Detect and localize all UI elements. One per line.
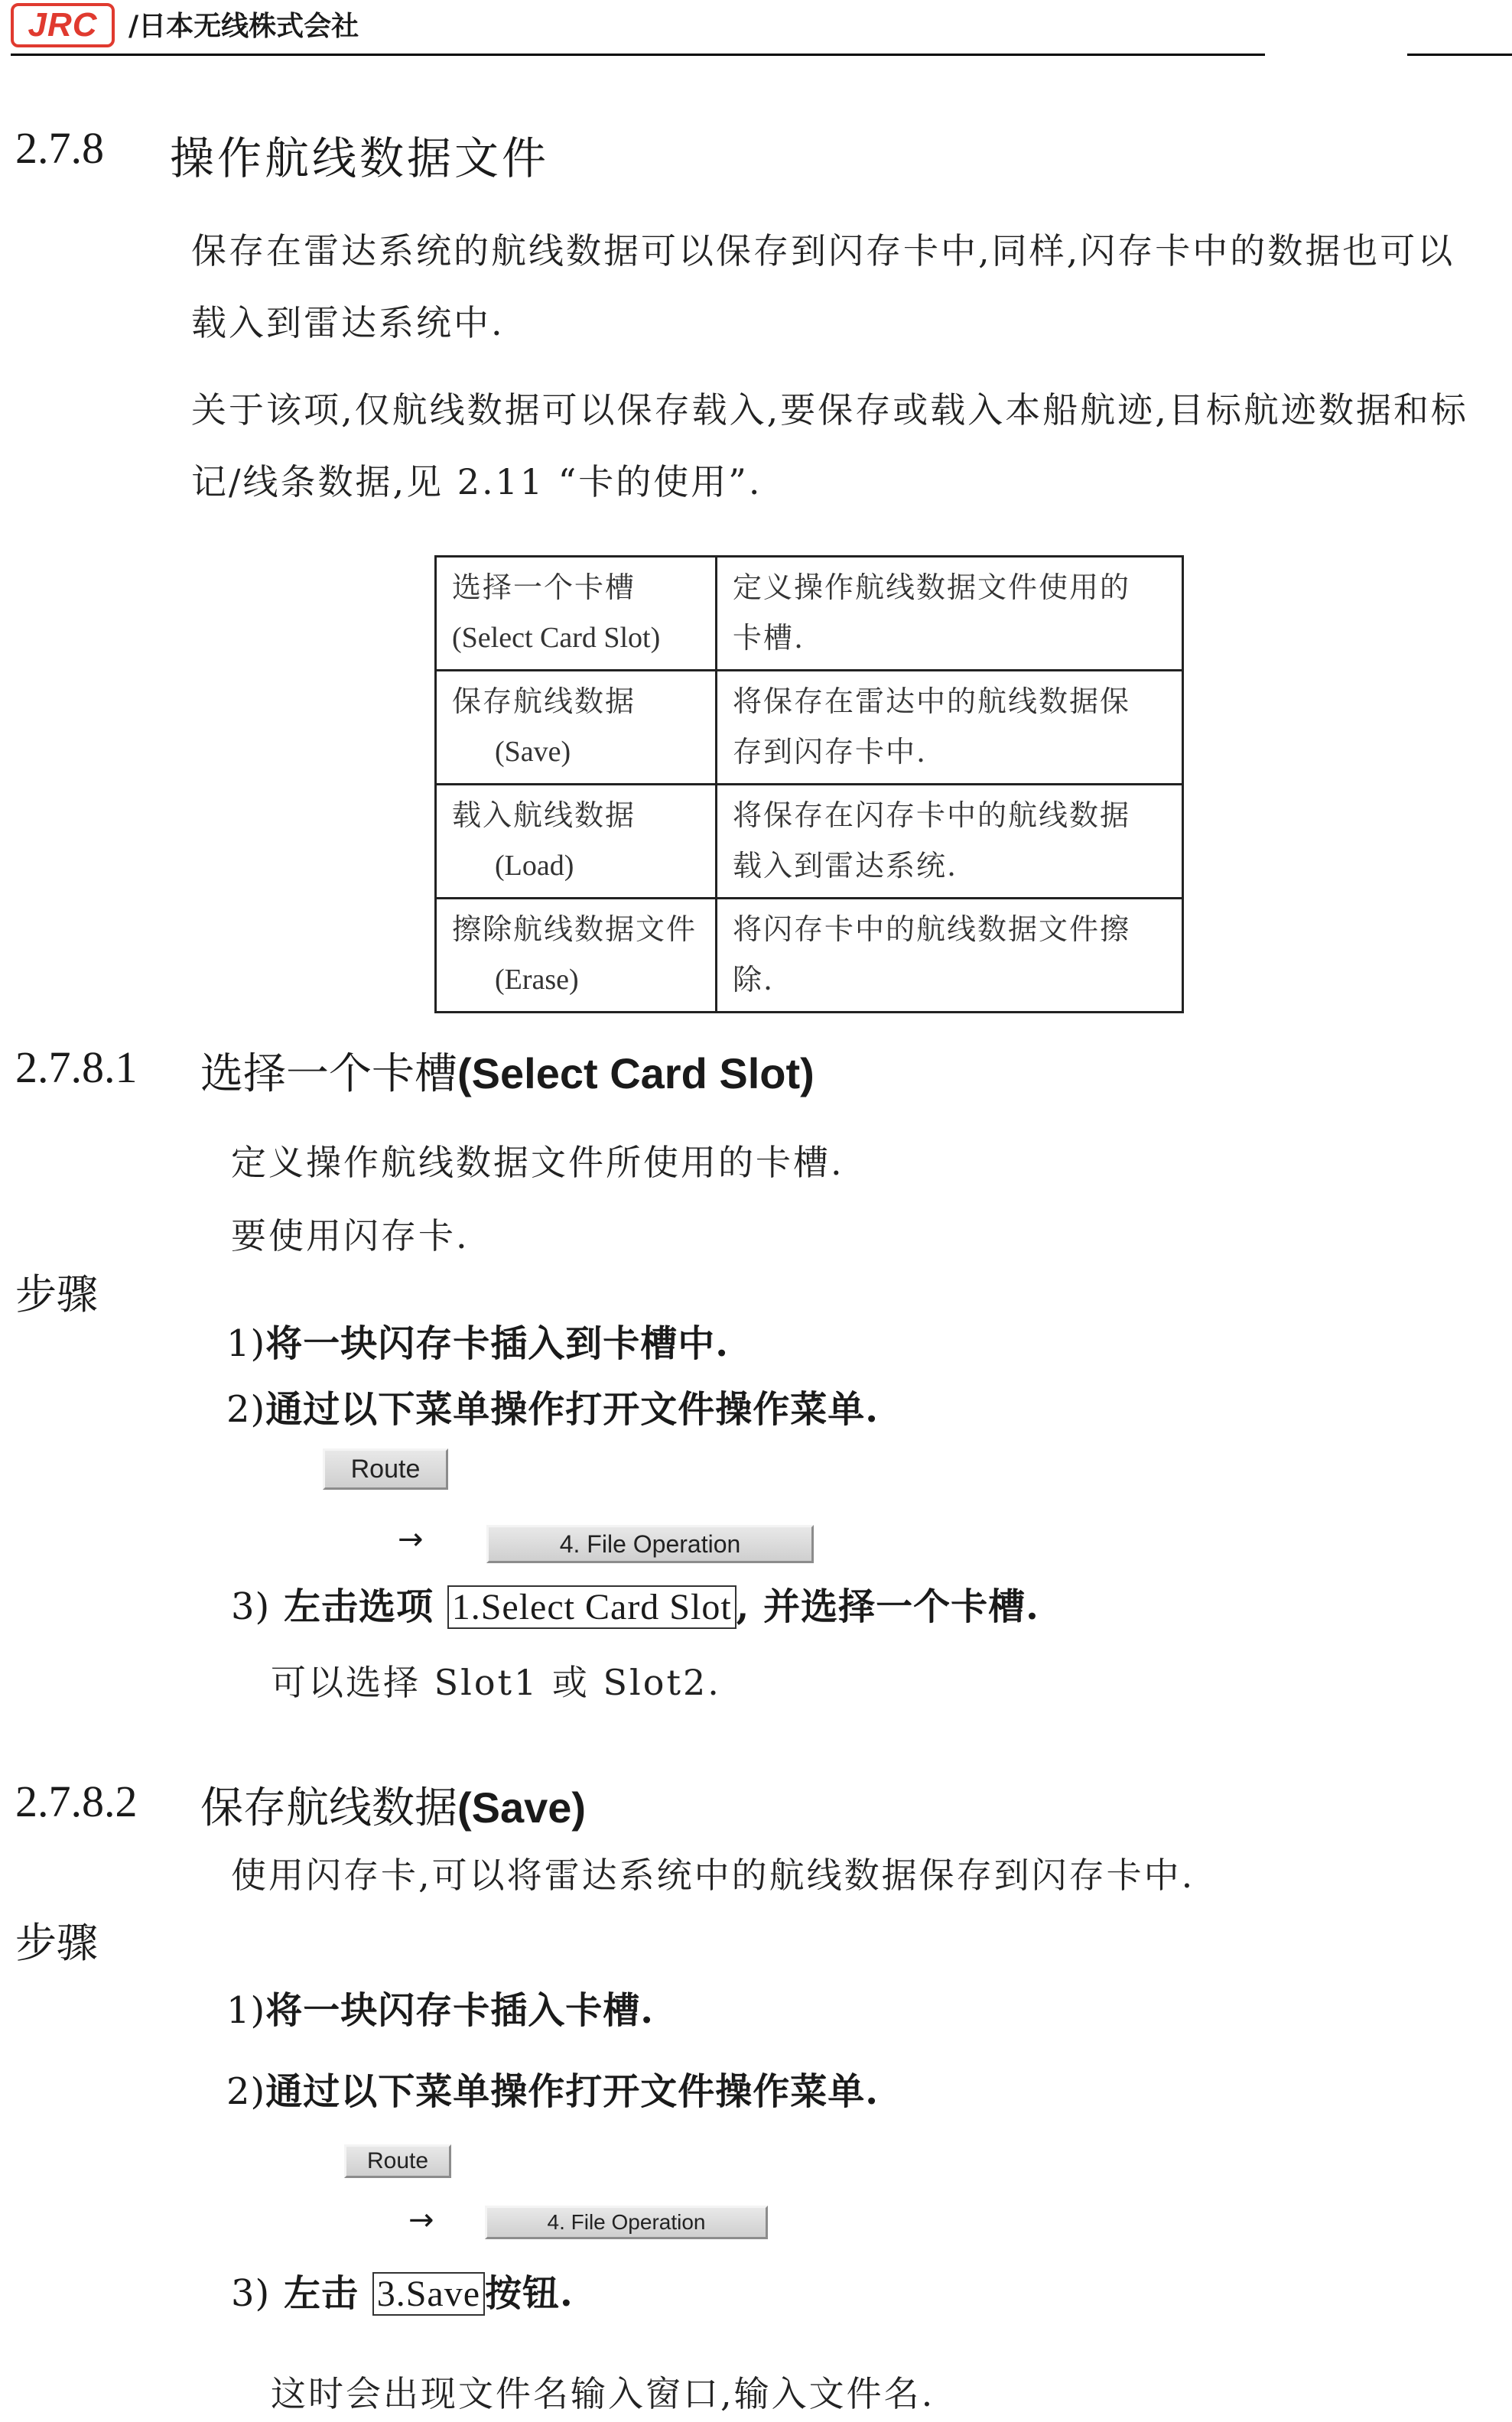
header-rule — [11, 54, 1265, 56]
cell-label-en: (Load) — [495, 850, 574, 882]
arrow-right-icon: → — [398, 1522, 424, 1557]
step-number: 3) — [231, 1585, 271, 1628]
table-row — [436, 671, 1183, 785]
step-text: 通过以下菜单操作打开文件操作菜单. — [265, 2070, 879, 2113]
cell-label-en: (Erase) — [495, 964, 579, 996]
header-rule-right — [1407, 54, 1512, 56]
step-text: 将一块闪存卡插入到卡槽中. — [265, 1322, 729, 1365]
step-number: 3) — [231, 2272, 271, 2315]
cell-desc: 存到闪存卡中. — [733, 735, 928, 769]
step-number: 2) — [226, 1388, 266, 1431]
steps-label: 步骤 — [15, 1270, 98, 1318]
table-cell — [717, 671, 1183, 785]
table-cell — [436, 671, 717, 785]
subsection-number: 2.7.8.1 — [15, 1042, 138, 1092]
step-text: 将一块闪存卡插入卡槽. — [265, 1989, 654, 2032]
table-row — [436, 899, 1183, 1013]
step-1 — [226, 1314, 729, 1367]
step-number: 1) — [226, 1989, 266, 2032]
step-number: 1) — [226, 1322, 266, 1365]
cell-label: 载入航线数据 — [452, 798, 636, 832]
section-para1-line1: 保存在雷达系统的航线数据可以保存到闪存卡中,同样,闪存卡中的数据也可以 — [191, 230, 1455, 271]
file-operation-button[interactable]: 4. File Operation — [485, 2206, 768, 2239]
section-para2-line1: 关于该项,仅航线数据可以保存载入,要保存或载入本船航迹,目标航迹数据和标 — [191, 389, 1468, 431]
table-cell — [717, 557, 1183, 671]
step-3 — [231, 1577, 1039, 1630]
save-option[interactable]: 3.Save — [372, 2272, 485, 2316]
cell-desc: 除. — [733, 963, 775, 996]
cell-desc: 将保存在闪存卡中的航线数据 — [733, 798, 1131, 832]
table-cell — [436, 557, 717, 671]
step-2 — [226, 2062, 879, 2115]
table-cell — [717, 785, 1183, 899]
operations-table — [434, 555, 1184, 1013]
table-row — [436, 557, 1183, 671]
cell-label: 选择一个卡槽 — [452, 571, 636, 604]
subsection-title-en: (Select Card Slot) — [457, 1049, 815, 1097]
step-2 — [226, 1380, 879, 1432]
cell-desc: 载入到雷达系统. — [733, 849, 958, 883]
step-text: 左击 — [283, 2272, 359, 2315]
subsection-desc: 要使用闪存卡. — [231, 1215, 470, 1257]
file-operation-button[interactable]: 4. File Operation — [486, 1525, 814, 1563]
company-name: /日本无线株式会社 — [128, 10, 359, 42]
cell-label-en: (Save) — [495, 736, 571, 768]
subsection-number: 2.7.8.2 — [15, 1777, 138, 1826]
subsection-title — [200, 1040, 815, 1101]
step-note: 可以选择 Slot1 或 Slot2. — [271, 1662, 721, 1703]
cell-desc: 定义操作航线数据文件使用的 — [733, 571, 1131, 604]
subsection-desc: 定义操作航线数据文件所使用的卡槽. — [231, 1142, 844, 1183]
select-card-slot-option[interactable]: 1.Select Card Slot — [447, 1585, 736, 1629]
cell-label: 保存航线数据 — [452, 684, 636, 718]
cell-label: 擦除航线数据文件 — [452, 912, 697, 946]
cell-desc: 卡槽. — [733, 621, 805, 655]
table-cell — [436, 899, 717, 1013]
subsection-title-cn: 选择一个卡槽 — [200, 1049, 457, 1099]
section-para1-line2: 载入到雷达系统中. — [191, 302, 505, 343]
step-3 — [231, 2264, 574, 2316]
section-number: 2.7.8 — [15, 123, 104, 173]
jrc-logo: JRC — [11, 3, 115, 47]
subsection-title-cn: 保存航线数据 — [200, 1783, 457, 1833]
cell-label-en: (Select Card Slot) — [452, 622, 661, 654]
section-title: 操作航线数据文件 — [170, 132, 550, 184]
section-para2-line2: 记/线条数据,见 2.11 “卡的使用”. — [191, 461, 763, 502]
table-cell — [436, 785, 717, 899]
subsection-title-en: (Save) — [457, 1783, 587, 1832]
subsection-desc: 使用闪存卡,可以将雷达系统中的航线数据保存到闪存卡中. — [231, 1855, 1195, 1896]
step-note: 这时会出现文件名输入窗口,输入文件名. — [271, 2373, 935, 2414]
step-text: 按钮. — [485, 2272, 574, 2315]
step-text: 左击选项 — [283, 1585, 434, 1628]
cell-desc: 将保存在雷达中的航线数据保 — [733, 684, 1131, 718]
subsection-title — [200, 1774, 586, 1835]
route-button[interactable]: Route — [344, 2144, 451, 2178]
steps-label: 步骤 — [15, 1919, 98, 1967]
step-1 — [226, 1981, 654, 2034]
step-text: , 并选择一个卡槽. — [736, 1585, 1039, 1628]
table-cell — [717, 899, 1183, 1013]
cell-desc: 将闪存卡中的航线数据文件擦 — [733, 912, 1131, 946]
route-button[interactable]: Route — [323, 1448, 448, 1490]
step-text: 通过以下菜单操作打开文件操作菜单. — [265, 1388, 879, 1431]
step-number: 2) — [226, 2070, 266, 2113]
table-row — [436, 785, 1183, 899]
arrow-right-icon: → — [408, 2203, 434, 2238]
